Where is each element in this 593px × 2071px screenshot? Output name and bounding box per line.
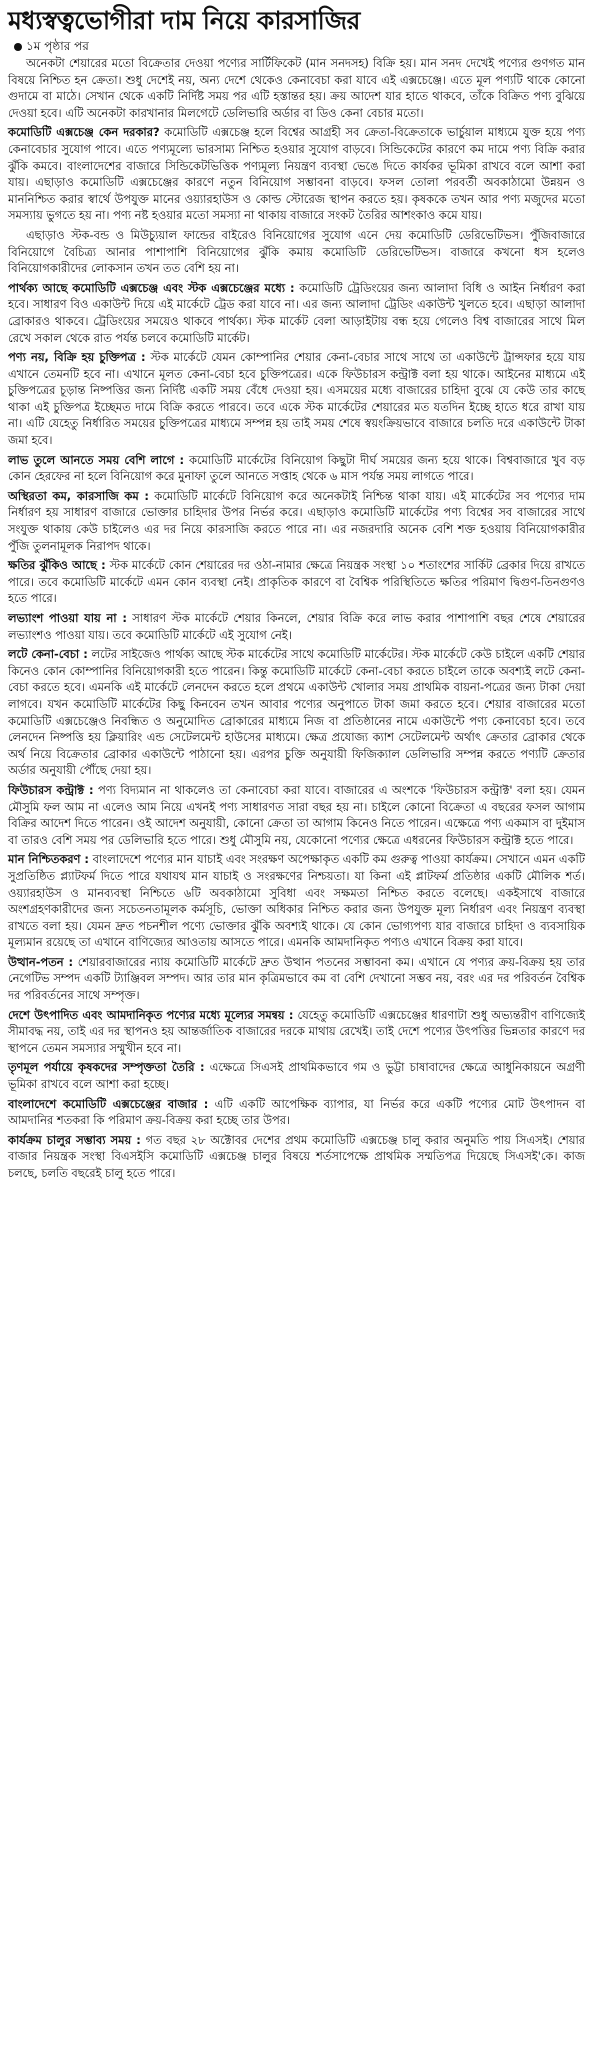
section-body: এছাড়াও স্টক-বন্ড ও মিউচ্যুয়াল ফান্ডের বাইরেও বিনিয়োগের সুযোগ এনে দেয় কমোডিটি ডেরিভেটিভস। পুঁজিবাজারে বিনিয়োগে বৈচিত্র্য আনার পাশাপাশি বিনিয়োগের ঝুঁকি কমায় কমোডিটি ডেরিভেটিভস। বাজারে কখনো ধস হলেও বিনিয়োগকারীদের লোকসান তখন তত বেশি হয় না। — [8, 227, 585, 276]
section-paragraph — [8, 851, 585, 951]
section-heading: কার্যক্রম চালুর সম্ভাব্য সময় : — [8, 1132, 141, 1147]
section-paragraph — [8, 227, 585, 277]
section-paragraph — [8, 1096, 585, 1129]
section-body: কমোডিটি ট্রেডিংয়ের জন্য আলাদা বিধি ও আইন নির্ধারণ করা হবে। সাধারণ বিও একাউন্ট দিয়ে এই মার্কেটে ট্রেড করা যাবে না। এর জন্য আলাদা ট্রেডিং একাউন্ট খুলতে হবে। এছাড়া আলাদা ব্রোকারও থাকবে। ট্রেডিংয়ের সময়েও থাকবে পার্থক্য। স্টক মার্কেট বেলা আড়াইটায় বন্ধ হয়ে গেলেও বিশ্ব বাজারের সাথে মিল রেখে সকাল থেকে রাত পর্যন্ত চলবে কমোডিটি মার্কেট। — [8, 280, 585, 345]
section-body: শেয়ারবাজারের ন্যায় কমোডিটি মার্কেটে দ্রুত উত্থান পতনের সম্ভাবনা কম। এখানে যে পণ্যর ক্রয়-বিক্রয় হয় তার নেগেটিভ সম্পদ একটি ট্যাঞ্জিবল সম্পদ। আর তার মান কৃত্রিমভাবে কম বা বেশি দেখানো সম্ভব নয়, বরং এর দর পরিবর্তন বৈশ্বিক দর পরিবর্তনের সাথে সম্পৃক্ত। — [8, 954, 586, 1003]
section-heading: তৃণমূল পর্যায়ে কৃষকদের সম্পৃক্ততা তৈরি : — [8, 1060, 205, 1075]
section-body: পণ্য বিদ্যমান না থাকলেও তা কেনাবেচা করা যাবে। বাজারের এ অংশকে 'ফিউচারস কন্ট্রাক্ট' বলা হয়। যেমন মৌসুমি ফল আম না এলেও আম নিয়ে এখনই পণ্য সাধারণত সারা বছর হয় না। চাইলে কোনো বিক্রেতা এ বছরের ফসল আগাম বিক্রির আদেশ দিতে পারেন। ওই আদেশ অনুযায়ী, কোনো ক্রেতা তা আগাম কিনেও নিতে পারেন। এক্ষেত্রে পণ্য একমাস বা দুইমাস বা তারও বেশি সময় পর ডেলিভারি হতে পারে। শুধু মৌসুমি নয়, যেকোনো পণ্যের ক্ষেত্রে এধরনের ফিউচারস কন্ট্রাক্ট হতে পারে। — [8, 782, 586, 847]
section-heading: মান নিশ্চিতকরণ : — [8, 852, 89, 867]
continuation-text: ১ম পৃষ্ঠার পর — [26, 39, 89, 53]
section-body: বাংলাদেশে পণ্যের মান যাচাই এবং সংরক্ষণ অপেক্ষাকৃত একটি কম গুরুত্ব পাওয়া কার্যক্রম। সেখানে এমন একটি সুপ্রতিষ্ঠিত প্ল্যাটফর্ম দিতে পারে যথাযথ মান যাচাই ও সংরক্ষণের নিশ্চয়তা। যা কিনা এই প্লাটফর্ম প্রতিষ্ঠার একটি মৌলিক শর্ত। ওয়্যারহাউস ও মানব্যবস্থা নিশ্চিতে ৬টি অবকাঠামো সুবিধা এবং সক্ষমতা নিশ্চিত করতে বলেছে। একইসাথে বাজারে অংশগ্রহণকারীদের জন্য সচেতনতামূলক কর্মসূচি, ভোক্তা অধিকার নিশ্চিত করার জন্য উপযুক্ত মূল্য নির্ধারণ এবং নিয়ন্ত্রণ ব্যবস্থা রাখতে বলা হয়। যেমন দ্রুত পচনশীল পণ্যে ভোক্তার ঝুঁকি অবশ্যই থাকে। যে কোন ভোগ্যপণ্য যার বাজারে চাহিদা ও ব্যবসায়িক মূল্যমান রয়েছে তা এখানে বাণিজ্যের আওতায় আসতে পারে। এমনকি আমদানিকৃত পণ্যও এখানে বিক্রয় করা যাবে। — [8, 852, 586, 950]
section-paragraph — [8, 557, 585, 607]
section-paragraph — [8, 452, 585, 485]
section-body: স্টক মার্কেটে কোন শেয়ারের দর ওঠা-নামার ক্ষেত্রে নিয়ন্ত্রক সংস্থা ১০ শতাংশের সার্কিট ব্রেকার দিয়ে রাখতে পারে। তবে কমোডিটি মার্কেটে এমন কোন ব্যবস্থা নেই। প্রাকৃতিক কারণে বা বৈশ্বিক পরিস্থিতিতে ক্ষতির পরিমাণ দ্বিগুণ-তিনগুণও হতে পারে। — [8, 558, 586, 606]
section-body: এটি একটি আপেক্ষিক ব্যাপার, যা নির্ভর করে একটি পণ্যের মোট উৎপাদন বা আমদানির শতকরা কি পরিমাণ ক্রয়-বিক্রয় করা হচ্ছে তার উপর। — [8, 1096, 585, 1128]
section-heading: অস্থিরতা কম, কারসাজি কম : — [8, 488, 149, 503]
section-body: স্টক মার্কেটে যেমন কোম্পানির শেয়ার কেনা-বেচার সাথে সাথে তা একাউন্টে ট্রান্সফার হয়ে যায় এখানে তেমনটি হবে না। এখানে মূলত কেনা-বেচা হবে চুক্তিপত্রের। একে ফিউচারস কন্ট্রাক্ট বলা হয় থাকে। আইনের মাধ্যমে এই চুক্তিপত্রের চূড়ান্ত নিষ্পত্তির জন্য নির্দিষ্ট একটি সময় বেঁধে দেওয়া হয়। এসময়ের মধ্যে বাজারের চাহিদা বুঝে যে কেউ তার কাছে থাকা এই চুক্তিপত্র ইচ্ছেমত দামে বিক্রি করতে পারবে। তবে একে স্টক মার্কেটের শেয়ারের মত যতদিন ইচ্ছে হাতে ধরে রাখা যায় না। এটি যেহেতু নির্ধারিত সময়ের চুক্তিপত্রের মাধ্যমে সম্পন্ন হয় তাই সময় শেষে স্বয়ংক্রিয়ভাবে বাজারে চলতি দরে একাউন্টে টাকা জমা হবে। — [8, 350, 585, 448]
continuation-marker — [14, 38, 585, 54]
section-heading: বাংলাদেশে কমোডিটি এক্সচেঞ্জের বাজার : — [8, 1096, 209, 1111]
section-body: কমোডিটি মার্কেটের বিনিয়োগ কিছুটা দীর্ঘ সময়ের জন্য হয়ে থাকে। বিশ্ববাজারে খুব বড় কোন হেরফের না হলে বিনিয়োগ করে মুনাফা তুলে আনতে সপ্তাহ থেকে ৬ মাস পর্যন্ত সময় লাগতে পারে। — [8, 452, 585, 484]
section-body: লটের সাইজেও পার্থক্য আছে স্টক মার্কেটের সাথে কমোডিটি মার্কেটের। স্টক মার্কেটে কেউ চাইলে একটি শেয়ার কিনেও কোন কোম্পানির বিনিয়োগকারী হতে পারেন। কিন্তু কমোডিটি মার্কেটে কেনা-বেচা করতে চাইলে তাকে অবশ্যই লটে কেনা- বেচা করতে হবে। এমনকি এই মার্কেটে লেনদেন করতে হলে প্রথমে একাউন্ট খোলার সময় প্রাথমিক বায়না-পত্রের জন্য টাকা দেয়া লাগবে। যখন কমোডিটি মার্কেটের কিছু কিনবেন তখন আবার পণ্যের অনুপাতে টাকা জমা করতে হবে। শেয়ার বাজারের মতো কমোডিটি এক্সচেঞ্জেও নিবন্ধিত ও অনুমোদিত ব্রোকারের মাধ্যমে নিজ বা প্রতিষ্ঠানের নামে একাউন্টে পণ্য কেনাবেচা হবে। তবে লেনদেন নিষ্পত্তি হয় ক্লিয়ারিং এন্ড সেটেলমেন্ট হাউসের মাধ্যমে। ক্ষেত্র প্রযোজ্য ক্যাশ সেটেলমেন্ট অর্থাৎ ক্রেতার ব্রোকার থেকে অর্থ নিয়ে বিক্রেতার ব্রোকার একাউন্টে পাঠানো হয়। এরপর চুক্তি অনুযায়ী ফিজিক্যাল ডেলিভারি সম্পন্ন করতে পণ্যটি ক্রেতার অর্ডার অনুযায়ী পৌঁছে দেয়া হয়। — [8, 647, 585, 778]
section-paragraph — [8, 782, 585, 848]
section-heading: ফিউচারস কন্ট্রাক্ট : — [8, 782, 94, 797]
section-body: এক্ষেত্রে সিএসই প্রাথমিকভাবে গম ও ভুট্টা চাষাবাদের ক্ষেত্রে আধুনিকায়নে অগ্রণী ভূমিকা রাখবে বলে আশা করা হচ্ছে। — [8, 1060, 586, 1092]
section-heading: উত্থান-পতন : — [8, 954, 74, 969]
article-sections — [8, 124, 585, 1181]
section-heading: লাভ তুলে আনতে সময় বেশি লাগে : — [8, 452, 185, 467]
section-heading: দেশে উৎপাদিত এবং আমদানিকৃত পণ্যের মধ্যে মূল্যের সমন্বয় : — [8, 1007, 294, 1022]
section-body: সাধারণ স্টক মার্কেটে শেয়ার কিনলে, শেয়ার বিক্রি করে লাভ করার পাশাপাশি বছর শেষে শেয়ারের লভ্যাংশও পাওয়া যায়। তবে কমোডিটি মার্কেটে এই সুযোগ নেই। — [8, 611, 586, 642]
section-paragraph — [8, 124, 585, 224]
headline: মধ্যস্বত্বভোগীরা দাম নিয়ে কারসাজির — [8, 6, 360, 35]
section-heading: ক্ষতির ঝুঁকিও আছে : — [8, 558, 106, 573]
section-paragraph — [8, 349, 585, 449]
section-body: কমোডিটি এক্সচেঞ্জ হলে বিশ্বের আগ্রহী সব ক্রেতা-বিক্রেতাকে ভার্চুয়াল মাধ্যমে যুক্ত হয়ে পণ্য কেনাবেচার সুযোগ পাবে। এতে পণ্যমূল্যে ভারসাম্য নিশ্চিত হওয়ার সুযোগ বাড়বে। সিন্ডিকেটের কারণে কম দামে পণ্য বিক্রি করার ঝুঁকি কমবে। বাংলাদেশের বাজারে সিন্ডিকেটভিত্তিক পণ্যমূল্য নিয়ন্ত্রণ ব্যবস্থা ভেঙে দিতে কার্যকর ভূমিকা রাখবে বলে আশা করা যায়। এছাড়াও কমোডিটি এক্সচেঞ্জের কারণে নতুন বিনিয়োগ সম্ভাবনা বাড়বে। ফসল তোলা পরবর্তী অবকাঠামো উন্নয়ন ও মাননিশ্চিত করার স্বার্থে উপযুক্ত মানের ওয়্যারহাউস ও কোল্ড স্টোরেজ স্থাপন করতে হয়। কৃষককে তখন আর পণ্য মজুদের মতো সমস্যায় ভুগতে হয় না। পণ্য নষ্ট হওয়ার মতো সমস্যা না থাকায় বাজারে সংকট তৈরির আশংকাও কমে যায়। — [8, 125, 586, 223]
section-paragraph — [8, 646, 585, 779]
section-heading: পণ্য নয়, বিক্রি হয় চুক্তিপত্র : — [8, 350, 146, 365]
intro-paragraph: অনেকটা শেয়ারের মতো বিক্রেতার দেওয়া পণ্যের সার্টিফিকেট (মান সনদসহ) বিক্রি হয়। মান সনদ দেখেই পণ্যের গুণগত মান বিষয়ে নিশ্চিত হন ক্রেতা। শুধু দেশেই নয়, অন্য দেশে থেকেও কেনাবেচা করা যাবে এই এক্সচেঞ্জে। এতে মূল পণ্যটি থাকে কোনো গুদামে বা মাঠে। সেখান থেকে একটি নির্দিষ্ট সময় পর এটি হস্তান্তর হয়। ক্রয় আদেশ যার হাতে থাকবে, তাঁকে বিক্রিত পণ্য বুঝিয়ে দেওয়া হবে। এটি অনেকটা কারখানার মিলগেটে ডেলিভারি অর্ডার বা ডিও কেনা বেচার মতো। — [8, 56, 585, 120]
section-paragraph — [8, 610, 585, 643]
section-paragraph — [8, 1059, 585, 1092]
bullet-icon — [14, 43, 22, 51]
section-paragraph — [8, 280, 585, 346]
section-heading: লটে কেনা-বেচা : — [8, 647, 88, 662]
section-paragraph — [8, 954, 585, 1004]
section-body: গত বছর ২৮ অক্টোবর দেশের প্রথম কমোডিটি এক্সচেঞ্জ চালু করার অনুমতি পায় সিএসই। শেয়ার বাজার নিয়ন্ত্রক সংস্থা বিএসইসি কমোডিটি এক্সচেঞ্জ চালুর বিষয়ে শর্তসাপেক্ষে প্রাথমিক সম্মতিপত্র দিয়েছে সিএসই'কে। কাজ চলছে, চলতি বছরেই চালু হতে পারে। — [8, 1132, 586, 1180]
section-body: যেহেতু কমোডিটি এক্সচেঞ্জের ধারণাটা শুধু অভ্যন্তরীণ বাণিজ্যেই সীমাবদ্ধ নয়, তাই এর দর স্থাপনও হয় আন্তর্জাতিক বাজারের দরকে মাথায় রেখেই। তাই দেশে পণ্যের উৎপত্তির ভিন্নতার কারণে দর স্থাপনে তেমন সমস্যার সম্মুখীন হবে না। — [8, 1007, 585, 1055]
section-paragraph — [8, 488, 585, 554]
section-heading: কমোডিটি এক্সচেঞ্জ কেন দরকার? — [8, 125, 160, 140]
section-body: কমোডিটি মার্কেটে বিনিয়োগ করে অনেকটাই নিশ্চিন্ত থাকা যায়। এই মার্কেটের সব পণ্যের দাম নির্ধারণ হয় সাধারণ বাজারে ভোক্তার চাহিদার উপর নির্ভর করে। এছাড়াও কমোডিটি মার্কেটের পণ্য বিশ্বের সব বাজারের সাথে সংযুক্ত থাকায় কেউ চাইলেও এর দর নিয়ে কারসাজি করতে পারে না। এর নজরদারি অনেক বেশি শক্ত হওয়ায় বিনিয়োগকারীর পুঁজি তুলনামূলক নিরাপদ থাকে। — [8, 488, 585, 553]
section-paragraph — [8, 1132, 585, 1182]
section-heading: লভ্যাংশ পাওয়া যায় না : — [8, 611, 127, 625]
section-paragraph — [8, 1007, 585, 1057]
section-heading: পার্থক্য আছে কমোডিটি এক্সচেঞ্জ এবং স্টক এক্সচেঞ্জের মধ্যে : — [8, 280, 295, 295]
